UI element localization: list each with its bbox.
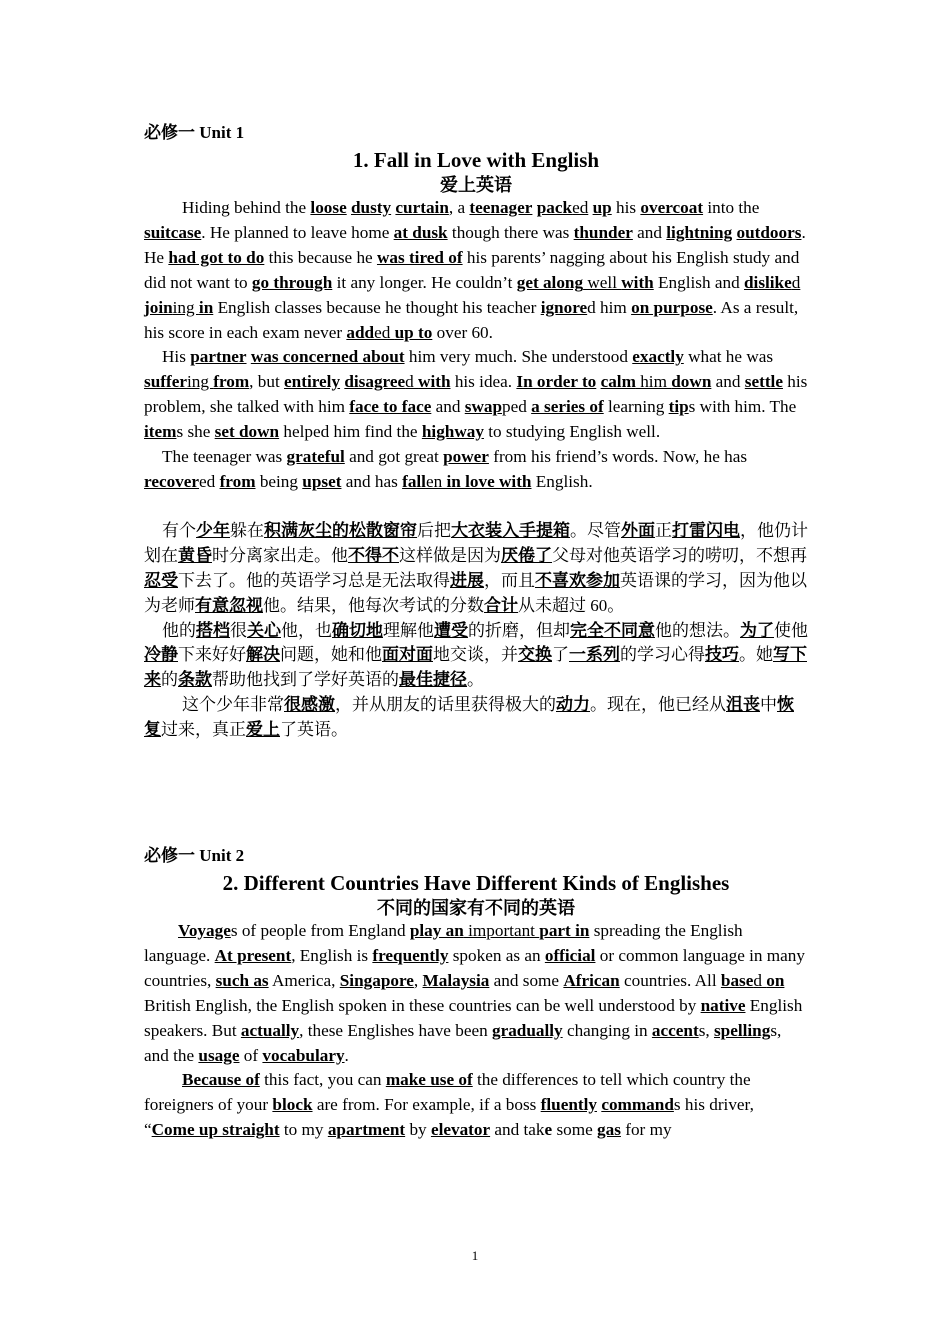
text-run: s with him. The	[688, 397, 797, 417]
unit-2-subtitle: 不同的国家有不同的英语	[377, 898, 575, 919]
key-term: add	[346, 322, 375, 342]
text-run: 问题，她和他	[280, 645, 382, 665]
bold-text: e	[544, 1120, 553, 1140]
key-term: 交换	[518, 645, 552, 665]
text-run: and	[632, 222, 667, 242]
key-term: 黄昏	[178, 545, 212, 565]
key-term: fluently	[540, 1095, 598, 1115]
text-run: countries. All	[619, 970, 721, 990]
key-term: such as	[215, 970, 269, 990]
key-term: dislike	[743, 272, 792, 292]
key-term: 面对面	[382, 645, 433, 665]
underlined-text: well	[583, 272, 622, 292]
text-run: from his friend’s words. Now, he has	[488, 447, 748, 467]
underlined-text: important	[463, 921, 540, 941]
text-run: .	[344, 1045, 349, 1065]
key-term: was tired of	[376, 247, 463, 267]
spacer	[144, 495, 808, 519]
text-run: ，而且	[484, 570, 535, 590]
key-term: at dusk	[393, 222, 448, 242]
key-term: official	[544, 945, 596, 965]
text-run: his parents’ nagging about his English study and did not want to	[144, 247, 800, 292]
key-term: loose	[310, 198, 347, 217]
text-run: spoken as an	[448, 945, 545, 965]
key-term: African	[563, 970, 620, 990]
key-term: power	[443, 447, 489, 467]
text-run: this fact, you can	[259, 1070, 386, 1090]
key-term: part in	[539, 921, 590, 941]
text-run: or common language in many countries,	[144, 945, 805, 990]
key-term: 条款	[178, 670, 212, 690]
key-term: 搭档	[196, 620, 230, 640]
key-term: 沮丧	[726, 695, 760, 715]
key-term: 很感激	[284, 695, 335, 715]
key-term: had got to do	[168, 247, 265, 267]
document-page	[144, 120, 808, 1143]
key-term: block	[272, 1095, 313, 1115]
text-run: and	[711, 372, 745, 392]
key-term: tip	[668, 397, 689, 417]
key-term: Voyage	[178, 921, 231, 941]
key-term: was concerned about	[250, 347, 405, 367]
text-run: 父母对他英语学习的唠叨，不想再	[552, 545, 807, 565]
key-term: pack	[536, 198, 573, 217]
key-term: upset	[302, 471, 342, 491]
text-run: helped him find the	[279, 422, 422, 442]
key-term: up to	[394, 322, 433, 342]
text-run: 中	[760, 695, 777, 715]
key-term: suitcase	[144, 222, 202, 242]
key-term: 不喜欢参加	[535, 570, 620, 590]
key-term: 技巧	[705, 645, 739, 665]
key-term: 不得不	[348, 545, 399, 565]
text-run: 有个	[162, 520, 196, 540]
key-term: grateful	[286, 447, 345, 467]
underlined-text: ed	[374, 322, 395, 342]
text-run: ，并从朋友的话里获得极大的	[335, 695, 556, 715]
text-run: . He planned to leave home	[201, 222, 394, 242]
text-run: 英语课的学习，因为他以为老师	[144, 570, 807, 615]
text-run: and tak	[490, 1120, 545, 1140]
text-run: 他的想法。	[655, 620, 740, 640]
key-term: lightning	[666, 222, 733, 242]
key-term: vocabulary	[262, 1045, 345, 1065]
text-run: for my	[620, 1120, 672, 1140]
key-term: with	[418, 372, 451, 392]
text-run: 了英语。	[280, 720, 348, 740]
key-term: command	[601, 1095, 674, 1115]
unit-1-title: 1. Fall in Love with English	[352, 148, 600, 172]
key-term: Come up straight	[151, 1120, 280, 1140]
text-run: 了	[552, 645, 569, 665]
unit-2-title: 2. Different Countries Have Different Kinds of Englishes	[222, 871, 730, 896]
text-run: , English is	[291, 945, 373, 965]
spacer	[144, 743, 808, 843]
key-term: recover	[144, 471, 200, 491]
text-run: 很	[230, 620, 247, 640]
key-term: in	[198, 297, 214, 317]
key-term: 厌倦了	[501, 545, 552, 565]
text-run: ，他仍计划在	[144, 520, 808, 565]
underlined-text: en	[425, 471, 447, 491]
text-run: and	[431, 397, 465, 417]
key-term: 确切地	[332, 620, 383, 640]
text-run: ,	[413, 970, 423, 990]
text-run: being	[255, 471, 303, 491]
key-term: 外面	[621, 520, 655, 540]
underlined-text: d	[405, 372, 419, 392]
text-run: s of people from England	[230, 921, 410, 941]
key-term: make use of	[385, 1070, 473, 1090]
text-run: 他，也	[281, 620, 332, 640]
text-run: 的学习心得	[620, 645, 705, 665]
key-term: 合计	[484, 595, 518, 615]
key-term: play an	[409, 921, 464, 941]
text-run: America,	[268, 970, 340, 990]
key-term: 最佳捷径	[399, 670, 467, 690]
key-term: from	[219, 471, 256, 491]
key-term: frequently	[372, 945, 449, 965]
key-term: 大衣装入手提箱	[451, 520, 570, 540]
key-term: 冷静	[144, 645, 178, 665]
text-run: d him	[587, 297, 632, 317]
unit-2-english-paragraph-1	[144, 919, 808, 1068]
key-term: Malaysia	[422, 970, 490, 990]
key-term: accent	[651, 1020, 699, 1040]
text-run: , but	[249, 372, 285, 392]
text-run: ed	[199, 471, 220, 491]
text-run: this because he	[264, 247, 377, 267]
unit-1-label: 必修一 Unit 1	[144, 123, 245, 142]
key-term: Because of	[182, 1070, 260, 1090]
text-run: English and	[653, 272, 744, 292]
text-run: English classes because he thought his teacher	[213, 297, 541, 317]
text-run: 。尽管	[570, 520, 621, 540]
text-run: 他。结果，他每次考试的分数	[263, 595, 484, 615]
key-term: 完全不同意	[570, 620, 655, 640]
key-term: settle	[744, 372, 783, 392]
key-term: calm	[600, 372, 636, 392]
text-run: 。她	[739, 645, 773, 665]
key-term: 积满灰尘的松散窗帘	[264, 520, 417, 540]
key-term: overcoat	[640, 198, 704, 217]
key-term: join	[144, 297, 173, 317]
unit-1-subtitle: 爱上英语	[440, 175, 512, 195]
text-run: 他的	[162, 620, 196, 640]
text-run: 从未超过 60。	[518, 595, 625, 615]
key-term: disagree	[344, 372, 406, 392]
text-run: 的	[161, 670, 178, 690]
key-term: partner	[190, 347, 247, 367]
key-term: elevator	[430, 1120, 491, 1140]
key-term: 写下来	[144, 645, 807, 690]
text-run: s his driver, “	[144, 1095, 754, 1140]
text-run: 使他	[774, 620, 808, 640]
key-term: ignore	[540, 297, 588, 317]
text-run: his	[611, 198, 641, 217]
text-run: spreading the English language.	[144, 921, 743, 965]
key-term: actually	[240, 1020, 300, 1040]
key-term: In order to	[516, 372, 597, 392]
text-run: though there was	[447, 222, 574, 242]
key-term: exactly	[632, 347, 684, 367]
key-term: 遭受	[434, 620, 468, 640]
unit-1-english-paragraph-1	[144, 196, 808, 345]
text-run: 下去了。他的英语学习总是无法取得	[178, 570, 450, 590]
text-run: the differences to tell which country the foreigners of your	[144, 1070, 751, 1115]
text-run: 理解他	[383, 620, 434, 640]
key-term: curtain	[395, 198, 449, 217]
text-run: 地交谈，并	[433, 645, 518, 665]
unit-1-chinese-paragraph-3	[144, 693, 808, 743]
text-run: to studying English well.	[483, 422, 661, 442]
text-run: and got great	[344, 447, 444, 467]
key-term: set down	[214, 422, 280, 442]
text-run: changing in	[562, 1020, 652, 1040]
text-run: 正	[655, 520, 672, 540]
key-term: gradually	[491, 1020, 563, 1040]
unit-1-english-paragraph-2	[144, 345, 808, 445]
text-run: . As a result, his score in each exam never	[144, 297, 799, 342]
key-term: swap	[464, 397, 503, 417]
key-term: native	[700, 995, 746, 1015]
key-term: 关心	[247, 620, 281, 640]
text-run: into the	[703, 198, 760, 217]
text-run: over 60.	[432, 322, 493, 342]
key-term: outdoors	[736, 222, 802, 242]
text-run: 躲在	[230, 520, 264, 540]
key-term: base	[720, 970, 754, 990]
text-run: 。现在，他已经从	[590, 695, 726, 715]
text-run: The teenager was	[162, 447, 287, 467]
unit-1-chinese-paragraph-2	[144, 619, 808, 694]
key-term: from	[213, 372, 250, 392]
key-term: thunder	[573, 222, 633, 242]
text-run: what he was	[683, 347, 774, 367]
text-run: s she	[176, 422, 215, 442]
key-term: usage	[198, 1045, 240, 1065]
text-run: 。	[467, 670, 484, 690]
text-run: 过来，真正	[161, 720, 246, 740]
key-term: on	[766, 970, 785, 990]
text-run: 的折磨，但却	[468, 620, 570, 640]
key-term: in love with	[446, 471, 532, 491]
unit-1-english-paragraph-3	[144, 445, 808, 495]
text-run: of	[239, 1045, 263, 1065]
key-term: item	[144, 422, 177, 442]
key-term: teenager	[469, 198, 533, 217]
text-run: 这样做是因为	[399, 545, 501, 565]
underlined-text: ing	[186, 372, 214, 392]
key-term: 打雷闪电	[672, 520, 740, 540]
key-term: dusty	[351, 198, 392, 217]
text-run: are from. For example, if a boss	[312, 1095, 541, 1115]
text-run: s,	[698, 1020, 714, 1040]
text-run: His	[162, 347, 191, 367]
key-term: with	[621, 272, 654, 292]
key-term: down	[671, 372, 712, 392]
unit-2-english-paragraph-2	[144, 1068, 808, 1143]
text-run: 下来好好	[178, 645, 246, 665]
text-run: some	[552, 1120, 598, 1140]
key-term: 动力	[556, 695, 590, 715]
text-run: ped	[502, 397, 532, 417]
text-run: , a	[448, 198, 470, 217]
key-term: on purpose	[631, 297, 713, 317]
key-term: suffer	[144, 372, 187, 392]
key-term: gas	[597, 1120, 621, 1140]
key-term: 有意忽视	[195, 595, 263, 615]
text-run: it any longer. He couldn’t	[332, 272, 517, 292]
text-run: . He	[144, 222, 806, 267]
key-term: spelling	[713, 1020, 771, 1040]
text-run: his problem, she talked with him	[144, 372, 808, 417]
key-term: highway	[421, 422, 484, 442]
text-run: and some	[489, 970, 564, 990]
key-term: 一系列	[569, 645, 620, 665]
key-term: 爱上	[246, 720, 280, 740]
key-term: At present	[214, 945, 292, 965]
text-run: 帮助他找到了学好英语的	[212, 670, 399, 690]
key-term: 恢复	[144, 695, 794, 740]
key-term: fall	[402, 471, 426, 491]
text-run: by	[405, 1120, 431, 1140]
text-run: English.	[531, 471, 593, 491]
text-run: learning	[603, 397, 669, 417]
key-term: 进展	[450, 570, 484, 590]
key-term: entirely	[284, 372, 341, 392]
text-run: , these Englishes have been	[299, 1020, 492, 1040]
key-term: 为了	[740, 620, 774, 640]
underlined-text: ed	[572, 198, 589, 217]
text-run: 后把	[417, 520, 451, 540]
key-term: 少年	[196, 520, 230, 540]
key-term: Singapore	[339, 970, 414, 990]
text-run: him very much. She understood	[404, 347, 633, 367]
text-run: 时分离家出走。他	[212, 545, 348, 565]
unit-1-chinese-paragraph-1	[144, 519, 808, 619]
text-run: and has	[341, 471, 403, 491]
text-run: 这个少年非常	[182, 695, 284, 715]
key-term: apartment	[327, 1120, 406, 1140]
underlined-text: him	[635, 372, 672, 392]
key-term: face to face	[349, 397, 432, 417]
key-term: 解决	[246, 645, 280, 665]
page-number: 1	[471, 1248, 479, 1263]
underlined-text: ing	[172, 297, 199, 317]
underlined-text: d	[753, 970, 767, 990]
key-term: up	[592, 198, 612, 217]
text-run: s, and the	[144, 1020, 782, 1065]
text-run: English speakers. But	[144, 995, 803, 1040]
unit-2-label: 必修一 Unit 2	[144, 846, 245, 866]
key-term: a series of	[531, 397, 604, 417]
key-term: go through	[251, 272, 333, 292]
key-term: get along	[516, 272, 584, 292]
text-run: to my	[279, 1120, 328, 1140]
underlined-text: d	[791, 272, 801, 292]
text-run: his idea.	[450, 372, 517, 392]
key-term: 忍受	[144, 570, 178, 590]
text-run: British English, the English spoken in these countries can be well understood by	[144, 995, 701, 1015]
text-run: Hiding behind the	[182, 198, 311, 217]
